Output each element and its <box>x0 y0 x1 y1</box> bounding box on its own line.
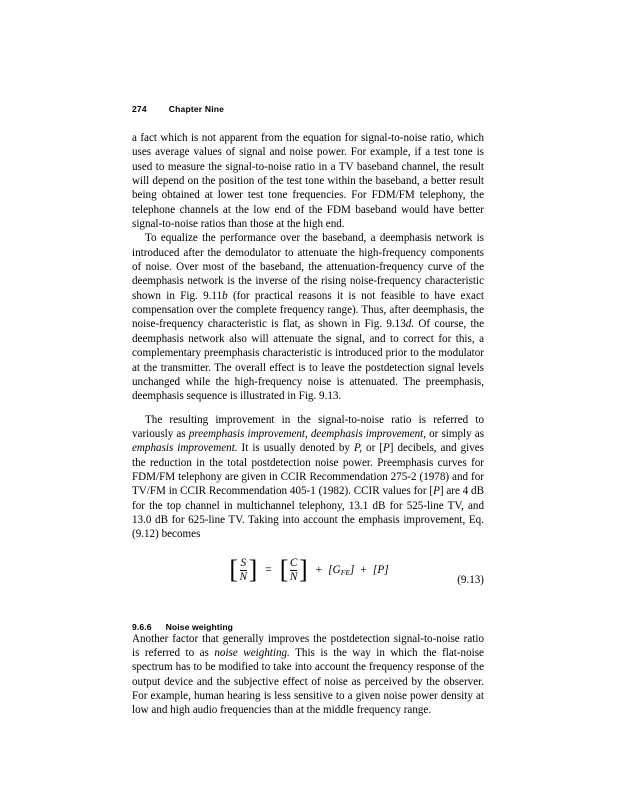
bracket-left-icon: [ <box>279 554 289 584</box>
paragraph-3-emphasis-2: emphasis improvement. <box>132 442 238 455</box>
bracket-right-icon: ] <box>248 554 258 584</box>
plus-sign-1: + <box>315 564 323 577</box>
paragraph-3-symbol-p-2: P <box>382 442 390 455</box>
term-g: G <box>332 563 341 576</box>
term-gfe: $[G_{FE}]$ <box>328 563 355 577</box>
chapter-title: Chapter Nine <box>168 104 225 114</box>
paragraph-3-part-f: ] are 4 dB for the top channel in multichannel telephony, 13.1 dB for 525-line TV, and 13.0 dB for 625-line TV. Taking into account the emphasis improvement, Eq. (9.12) becomes <box>132 485 484 541</box>
page-number: 274 <box>132 104 147 114</box>
paragraph-3-symbol-p-1: P, <box>353 442 363 455</box>
section-paragraph-part-b: This is the way in which the flat-noise spectrum has to be modified to take into account the frequency response of the output device and the subjective effect of noise as perceived by the observer. For example, human hearing is less sensitive to a given noise power density at low and high audio frequencies than at the middle frequency range. <box>132 646 484 717</box>
bracket-open: [ <box>372 564 378 577</box>
equation-row <box>132 554 484 584</box>
paragraph-2-part-a: To equalize the performance over the baseband, a deemphasis network is introduced after the demodulator to attenuate the high-frequency components of noise. Over most of the baseband, the attenuation-frequency curve of the deemphasis network is the inverse of the rising noise-frequency characteristic shown in Fig. 9.11 <box>132 232 484 302</box>
equation-number: (9.13) <box>457 573 484 586</box>
fraction-denominator-n: N <box>289 570 298 583</box>
fraction-numerator-s: S <box>240 556 247 569</box>
fraction-s-over-n <box>227 554 259 584</box>
page-content <box>132 131 484 718</box>
term-g-subscript: FE <box>340 567 350 577</box>
paragraph-3-part-e: ] decibels, and gives the reduction in the total postdetection noise power. Preemphasis curves for FDM/FM telephony are given in CCIR Recommendation 275-2 (1978) and for TV/FM in CCIR Recommendation 405-1 (1982). CCIR values for [ <box>132 442 484 498</box>
fraction-denominator-n: N <box>239 570 248 583</box>
term-p <box>373 564 389 576</box>
section-paragraph-part-a: Another factor that generally improves the postdetection signal-to-noise ratio is referred to as <box>132 632 484 659</box>
paragraph-2 <box>132 231 484 403</box>
paragraph-2-part-c: (for practical reasons it is not feasible to have exact compensation over the complete frequency range). Thus, after deemphasis, the noise-frequency characteristic is flat, as shown in Fig. 9.13 <box>132 289 484 331</box>
paragraph-3 <box>132 413 484 542</box>
section-title: Noise weighting <box>165 621 234 632</box>
bracket-close: ] <box>384 564 389 577</box>
paragraph-3-part-d: or [ <box>362 442 383 455</box>
paragraph-3-part-a: The resulting improvement in the signal-to-noise ratio is referred to variously as <box>132 413 484 440</box>
paragraph-2-fig-letter-b: b <box>222 289 228 302</box>
fraction-numerator-c: C <box>289 556 298 569</box>
fraction-c-over-n <box>278 554 310 584</box>
paragraph-3-part-c: It is usually denoted by <box>237 442 354 455</box>
paragraph-1: a fact which is not apparent from the equation for signal-to-noise ratio, which uses average values of signal and noise power. For example, if a test tone is used to measure the signal-to-noise ratio in a TV baseband channel, the result will depend on the position of the test tone within the baseband, a better result being obtained at lower test tone frequencies. For FDM/FM telephony, the telephone channels at the low end of the FDM baseband would have better signal-to-noise ratios than those at the high end. <box>132 132 484 231</box>
section-paragraph <box>132 632 484 718</box>
paragraph-3-part-b: or simply as <box>426 427 485 440</box>
page-header <box>132 104 224 114</box>
equation-9-13 <box>132 554 484 602</box>
section-heading <box>132 622 484 632</box>
bracket-right-icon: ] <box>298 554 308 584</box>
section-paragraph-emphasis: noise weighting. <box>214 646 290 659</box>
paragraph-2-fig-letter-d: d. <box>405 318 415 331</box>
paragraph-3-emphasis-1: preemphasis improvement, deemphasis improvement, <box>188 427 427 440</box>
paragraph-3-symbol-p-3: P <box>433 485 440 498</box>
section-number: 9.6.6 <box>132 621 152 632</box>
bracket-left-icon: [ <box>229 554 239 584</box>
paragraph-2-part-e: Of course, the deemphasis network also will attenuate the signal, and to correct for this, a complementary preemphasis characteristic is introduced prior to the modulator at the transmitter. The overall effect is to leave the postdetection signal levels unchanged while the high-frequency noise is attenuated. The preemphasis, deemphasis sequence is illustrated in Fig. 9.13. <box>132 318 484 403</box>
symbol-p: P <box>377 564 385 577</box>
plus-sign-2: + <box>360 564 367 577</box>
equals-sign: = <box>265 564 272 577</box>
